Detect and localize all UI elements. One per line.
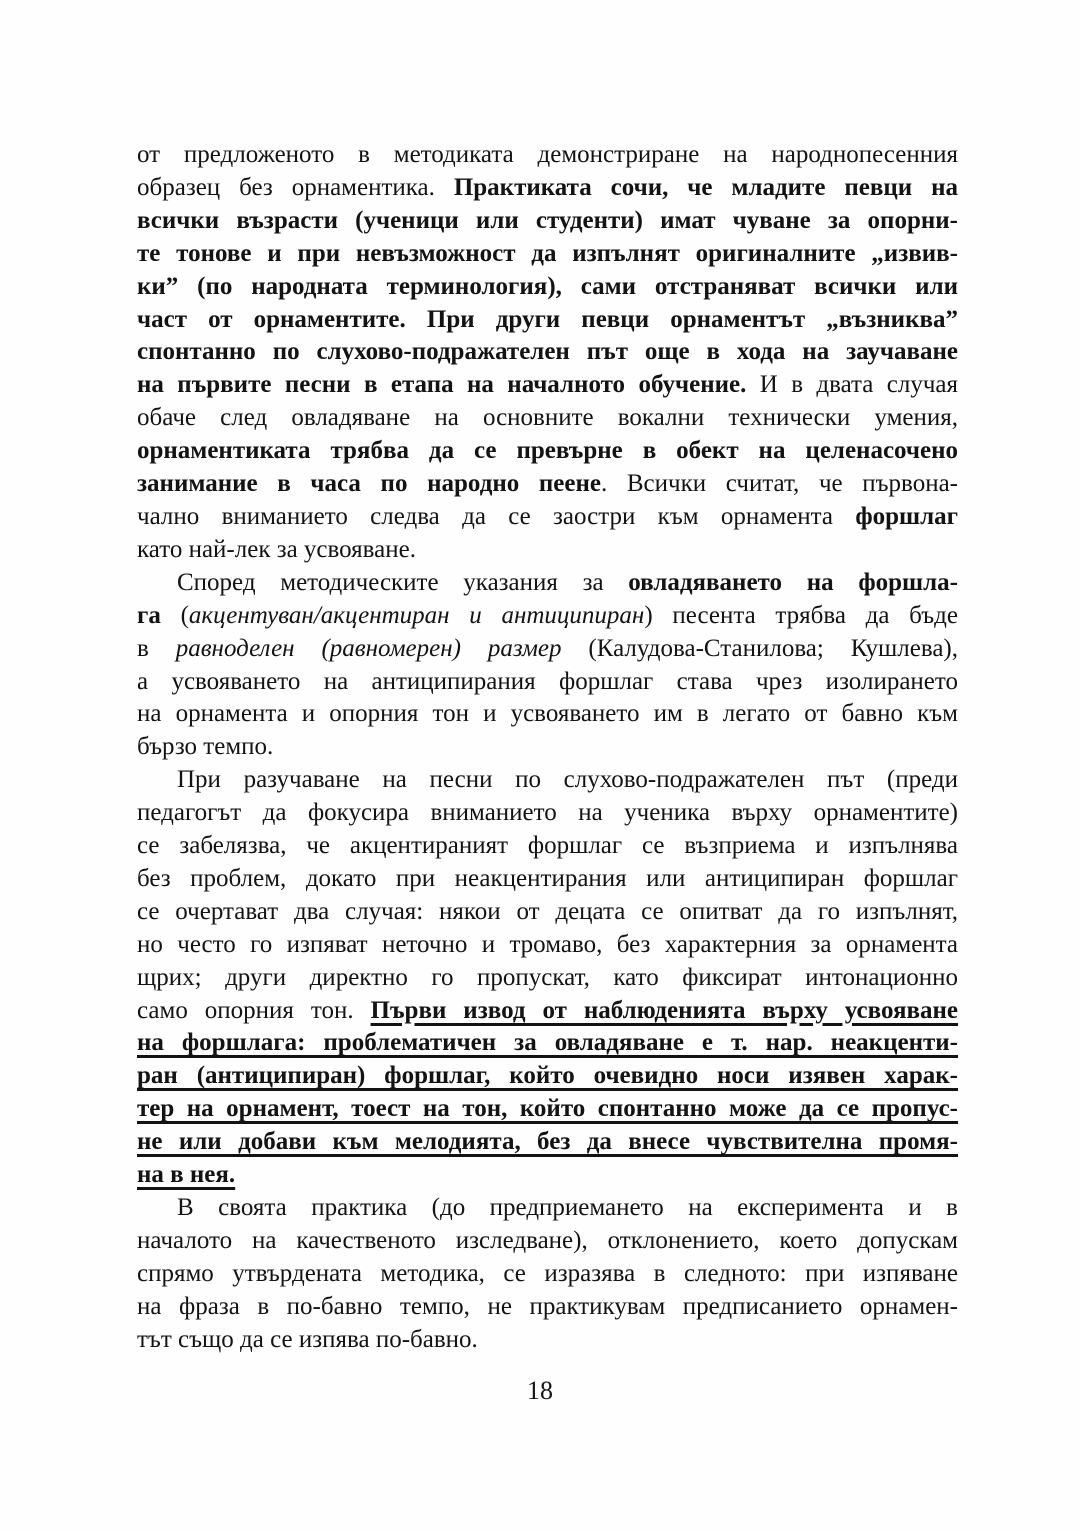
text-run-bold: га (137, 601, 161, 629)
text-run-bold: овладяването на форшла- (628, 568, 958, 596)
text-line (137, 435, 958, 468)
text-run-bold: ки” (по народната терминология), сами отстраняват всички или (137, 272, 958, 300)
text-run-regular: Според методическите указания за (177, 568, 629, 596)
text-run-bold-underline: тер на орнамент, тоест на тон, който спонтанно може да се пропус- (137, 1095, 958, 1123)
text-line (137, 468, 958, 501)
text-line (137, 501, 958, 534)
text-run-regular: в (137, 634, 176, 662)
text-run-bold-underline: Първи извод от наблюденията върху усвояване (370, 996, 958, 1024)
text-run-regular: спрямо утвърдената методика, се изразява в следното: при изпяване (137, 1259, 958, 1287)
text-block (137, 139, 958, 1357)
text-line (137, 962, 958, 995)
text-line (137, 731, 958, 764)
text-run-bold: форшлаг (855, 502, 958, 530)
text-line (137, 139, 958, 172)
text-run-regular: без проблем, докато при неакцентирания или антиципиран форшлаг (137, 864, 958, 892)
text-line (137, 764, 958, 797)
text-line (137, 172, 958, 205)
text-line (137, 633, 958, 666)
text-run-regular: чално вниманието следва да се заостри към орнамента (137, 502, 856, 530)
text-run-bold-underline: не или добави към мелодията, без да внесе чувствителна промя- (137, 1128, 958, 1156)
text-line (137, 369, 958, 402)
text-run-bold: орнаментиката трябва да се превърне в обект на целенасочено (137, 437, 958, 465)
text-line (137, 271, 958, 304)
text-run-bold-underline: на форшлага: проблематичен за овладяване е т. нар. неакценти- (137, 1029, 958, 1057)
text-run-bold: те тонове и при невъзможност да изпълнят оригиналните „извив- (137, 239, 958, 267)
text-line (137, 205, 958, 238)
text-line (137, 402, 958, 435)
text-run-regular: а усвояването на антиципирания форшлаг става чрез изолирането (137, 667, 958, 695)
text-run-regular: ( (160, 601, 189, 629)
text-line (137, 1225, 958, 1258)
text-run-regular: само опорния тон. (137, 996, 371, 1024)
text-line (137, 929, 958, 962)
text-line (137, 600, 958, 633)
text-line (137, 1291, 958, 1324)
text-run-bold: на първите песни в етапа на началното обучение. (137, 371, 747, 399)
text-line (137, 830, 958, 863)
text-run-regular: педагогът да фокусира вниманието на ученика върху орнаментите) (137, 799, 958, 827)
text-run-regular: И в двата случая (746, 371, 958, 399)
text-run-bold: спонтанно по слухово-подражателен път още в хода на заучаване (137, 338, 958, 366)
text-line (137, 666, 958, 699)
text-run-regular: се забелязва, че акцентираният форшлаг се възприема и изпълнява (137, 832, 958, 860)
text-line (137, 1258, 958, 1291)
text-run-regular: . Всички считат, че първона- (600, 470, 958, 498)
text-line (137, 1192, 958, 1225)
text-run-italic: равноделен (равномерен) размер (175, 634, 562, 662)
text-line (137, 1093, 958, 1126)
text-run-bold: част от орнаментите. При други певци орнаментът „възниква” (137, 305, 958, 333)
text-run-regular: тът също да се изпява по-бавно. (137, 1325, 478, 1353)
text-run-bold-underline: на в нея. (137, 1161, 236, 1189)
text-line (137, 698, 958, 731)
text-run-regular: като най-лек за усвояване. (137, 535, 416, 563)
text-line (137, 238, 958, 271)
text-run-regular: При разучаване на песни по слухово-подражателен път (преди (177, 766, 958, 794)
text-line (137, 1126, 958, 1159)
text-run-italic: акцентуван/акцентиран и антиципиран (188, 601, 645, 629)
text-run-regular: В своята практика (до предприемането на експеримента и в (177, 1194, 958, 1221)
text-line (137, 1159, 958, 1192)
text-run-bold: всички възрасти (ученици или студенти) имат чуване за опорни- (137, 206, 958, 234)
text-line (137, 534, 958, 567)
text-line (137, 1060, 958, 1093)
text-run-bold: занимание в часа по народно пеене (137, 470, 601, 498)
text-run-regular: на орнамента и опорния тон и усвояването им в легато от бавно към (137, 700, 958, 728)
text-run-regular: на фраза в по-бавно темпо, не практикувам предписанието орнамен- (137, 1292, 958, 1320)
text-run-regular: началото на качественото изследване), отклонението, което допускам (137, 1226, 958, 1254)
text-line (137, 797, 958, 830)
text-line (137, 995, 958, 1028)
text-line (137, 336, 958, 369)
text-run-regular: обаче след овладяване на основните вокални технически умения, (137, 404, 958, 432)
text-run-regular: (Калудова-Станилова; Кушлева), (561, 634, 958, 662)
text-run-regular: образец без орнаментика. (137, 173, 454, 201)
text-line (137, 863, 958, 896)
text-run-regular: бързо темпо. (137, 733, 274, 761)
page-number: 18 (527, 1376, 553, 1405)
text-line (137, 896, 958, 929)
text-run-bold: Практиката сочи, че младите певци на (453, 173, 958, 201)
text-run-regular: ) песента трябва да бъде (644, 601, 958, 629)
text-run-regular: щрих; други директно го пропускат, като фиксират интонационно (137, 963, 958, 991)
text-run-regular: от предложеното в методиката демонстриране на народнопесенния (137, 141, 958, 168)
text-line (137, 1324, 958, 1357)
text-run-regular: но често го изпяват неточно и тромаво, без характерния за орнамента (137, 930, 958, 958)
text-line (137, 1027, 958, 1060)
text-line (137, 567, 958, 600)
text-run-bold-underline: ран (антиципиран) форшлаг, който очевидно носи изявен харак- (137, 1062, 958, 1090)
text-run-regular: се очертават два случая: някои от децата се опитват да го изпълнят, (137, 897, 958, 925)
text-line (137, 304, 958, 337)
